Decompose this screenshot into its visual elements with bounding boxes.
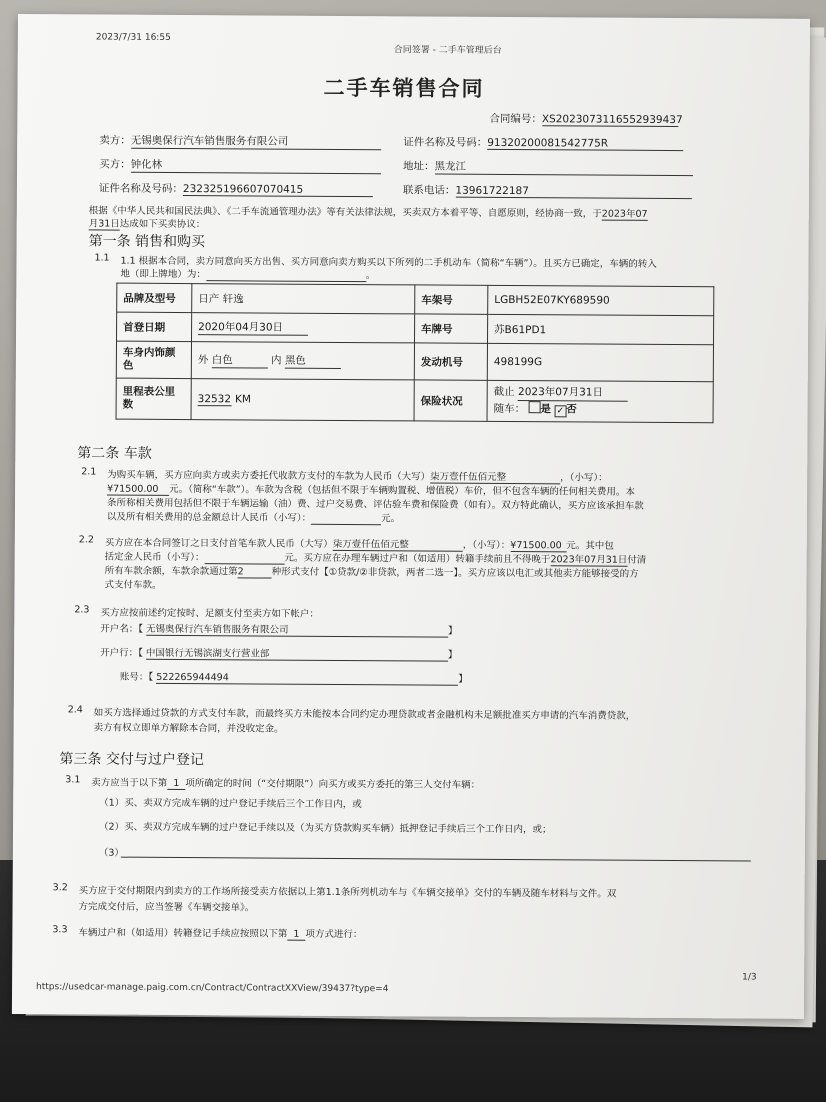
color-in-value: 黑色 <box>285 353 341 369</box>
ins-until-label: 截止 <box>493 385 515 399</box>
ins-with-label: 随车： <box>493 402 526 416</box>
table-row <box>116 378 713 423</box>
p21-amount-upper: 柒万壹仟伍佰元整 <box>430 469 560 485</box>
plate-label: 车牌号 <box>414 314 487 343</box>
p22-text-2a: 括定金人民币（小写）： <box>104 551 205 564</box>
p33-text-a: 车辆过户和（如适用）转籍登记手续应按照以下第 <box>78 927 288 940</box>
p22-text-3a: 所有车款余额，车款余款通过第 <box>104 565 238 578</box>
bracket-close: 】 <box>447 649 458 661</box>
footer-url: https://usedcar-manage.paig.com.cn/Contract/ContractXXView/39437?type=4 <box>36 982 389 995</box>
vehicle-info-table <box>116 283 715 424</box>
reg-date-cell <box>192 313 415 343</box>
contract-title: 二手车销售合同 <box>323 75 485 101</box>
p33-text-b: 项方式进行： <box>305 928 363 941</box>
color-cell <box>191 342 414 380</box>
p33-num: 3.3 <box>52 924 68 936</box>
brand-value: 日产 轩逸 <box>192 284 415 314</box>
table-row <box>117 312 714 345</box>
ins-no-checkbox[interactable]: ✓ <box>554 405 566 417</box>
table-row <box>116 341 713 382</box>
address-label: 地址： <box>403 160 435 173</box>
acct-name-row <box>100 621 457 638</box>
color-label-a: 车身内饰颜 <box>122 346 176 359</box>
opt3-blank-line <box>121 857 751 862</box>
p22-amount-upper: 柒万壹仟伍佰元整 <box>333 536 463 552</box>
preamble-text2: 达成如下买卖协议： <box>119 218 206 231</box>
seller-id-label: 证件名称及号码： <box>403 136 488 149</box>
footer-page: 1/3 <box>742 972 757 983</box>
insurance-label: 保险状况 <box>414 380 487 421</box>
article1-text2-row <box>120 266 375 283</box>
p23-num: 2.3 <box>74 604 90 616</box>
contract-no-label: 合同编号： <box>489 112 542 126</box>
p31-num: 3.1 <box>65 774 81 786</box>
p32-line2: 方完成交付后，应当签署《车辆交接单》。 <box>78 901 255 914</box>
article1-text2-end: 。 <box>365 270 376 282</box>
bracket-close: 】 <box>448 625 458 637</box>
p22-text-2b: 元。买方应在办理车辆过户和（如适用）转籍手续前且不得晚于 <box>284 552 551 566</box>
seller-label: 卖方： <box>99 134 131 147</box>
p22-num: 2.2 <box>78 534 94 546</box>
acct-no-row <box>120 669 468 686</box>
color-out-label: 外 <box>197 354 209 367</box>
buyer-id-row <box>99 180 373 197</box>
table-row <box>117 283 714 316</box>
contract-page <box>12 14 810 1019</box>
seller-id-value: 91320200081542775R <box>487 137 683 151</box>
bank-value: 中国银行无锡滨湖支行营业部 <box>146 645 448 662</box>
mileage-label-cell <box>116 378 191 419</box>
p33-line <box>78 924 362 941</box>
buyer-value: 钟化林 <box>131 157 381 175</box>
seller-id-row <box>403 134 683 151</box>
p21-text-2: 元。（简称“车款”）。车款为含税（包括但不限于车辆购置税、增值税）车价，但不包含车辆的任何相关费用。本 <box>169 483 635 498</box>
article3-heading: 第三条 交付与过户登记 <box>59 751 204 769</box>
mileage-unit: KM <box>234 392 251 405</box>
seller-row <box>99 132 381 150</box>
p31-text-b: 项所确定的时间（“交付期限”）向买方或买方委托的第三人交付车辆： <box>185 778 481 791</box>
p21-text-4b: 元。 <box>381 513 401 525</box>
engine-value: 498199G <box>487 343 713 381</box>
preamble-line2 <box>89 215 206 231</box>
contract-no-value: XS2023073116552939437 <box>541 113 683 127</box>
insurance-cell <box>487 380 713 422</box>
acct-name-label: 开户名：【 <box>100 623 144 635</box>
ins-yes-checkbox[interactable] <box>528 401 540 413</box>
p31-item: 1 <box>167 778 185 790</box>
p22-amount: ¥71500.00 <box>510 540 566 552</box>
p23-text: 买方应按前述约定按时、足额支付至卖方如下帐户： <box>100 607 319 620</box>
p24-line1: 如买方选择通过贷款的方式支付车款，而最终买方未能按本合同约定办理贷款或者金融机构未足额批准买方申请的汽车消费贷款， <box>93 707 636 722</box>
acct-no-value: 522265944494 <box>156 672 458 686</box>
phone-row <box>403 182 692 199</box>
p21-line4 <box>107 509 400 526</box>
buyer-label: 买方： <box>99 158 131 171</box>
p22-text-c: 元。其中包 <box>566 540 614 552</box>
article1-text2: 地（即上牌地）为： <box>120 268 206 281</box>
mileage-label-b: 数 <box>122 398 134 411</box>
p32-num: 3.2 <box>52 882 68 894</box>
article1-text1: 1.1 根据本合同，卖方同意向买方出售、买方同意向卖方购买以下所列的二手机动车（简称“车辆”）。且买方已确定，车辆的转入 <box>120 255 657 270</box>
p24-line2: 卖方有权立即单方解除本合同，并没收定金。 <box>93 722 284 735</box>
print-datetime: 2023/7/31 16:55 <box>95 32 171 43</box>
preamble-date-b: 月31日 <box>89 215 120 230</box>
p31-opt1: （1）买、卖双方完成车辆的过户登记手续后三个工作日内，或 <box>99 797 362 811</box>
brand-label: 品牌及型号 <box>117 283 192 312</box>
bracket-close: 】 <box>458 673 468 685</box>
p22-method: 2 <box>238 566 272 578</box>
acct-name-value: 无锡奥保行汽车销售服务有限公司 <box>146 621 448 638</box>
engine-label: 发动机号 <box>414 343 487 380</box>
vin-label: 车架号 <box>415 285 488 314</box>
buyer-id-label: 证件名称及号码： <box>98 182 183 196</box>
p21-line3: 条所称相关费用包括但不限于车辆运输（油）费、过户交易费、评估验车费和保险费（如有）。双方特此确认，买方应该承担车款 <box>106 497 644 512</box>
p22-line4: 式支付车款。 <box>104 579 162 591</box>
color-in-label: 内 <box>271 354 282 367</box>
print-page-title: 合同签署 - 二手车管理后台 <box>393 45 502 56</box>
p31-text-a: 卖方应当于以下第 <box>91 777 168 789</box>
article1-num: 1.1 <box>94 252 110 264</box>
buyer-id-value: 232325196607070415 <box>183 183 373 197</box>
article1-heading: 第一条 销售和购买 <box>88 233 206 251</box>
acct-no-label: 账号：【 <box>119 671 154 683</box>
p21-text-b: ，（小写）： <box>560 472 608 484</box>
p22-text-b: ，（小写）： <box>462 539 511 552</box>
mileage-cell <box>191 379 414 421</box>
p21-num: 2.1 <box>81 466 97 478</box>
p22-text-2c: 付清 <box>627 554 647 566</box>
p21-text-4a: 以及所有相关费用的总金额总计人民币（小写）： <box>106 511 312 524</box>
bank-label: 开户行：【 <box>100 647 143 659</box>
preamble-text: 根据《中华人民共和国民法典》、《二手车流通管理办法》等有关法律法规，买卖双方本着平等、自愿原则，经协商一致，于 <box>88 205 602 220</box>
p21-text-a: 为购买车辆，买方应向卖方或卖方委托代收款方支付的车款为人民币（大写） <box>107 469 431 483</box>
color-label-cell <box>116 341 191 378</box>
p21-amount: ¥71500.00 <box>107 484 169 496</box>
p22-line3 <box>105 563 639 581</box>
color-label-b: 色 <box>122 359 134 372</box>
p22-deadline: 2023年07月31日 <box>550 551 627 566</box>
plate-value: 苏B61PD1 <box>487 314 713 344</box>
phone-value: 13961722187 <box>455 185 691 199</box>
preamble-date-a: 2023年07 <box>602 206 648 221</box>
p31-opt3: （3） <box>98 847 124 859</box>
buyer-row <box>99 156 381 174</box>
reg-date-value: 2020年04月30日 <box>198 319 308 336</box>
p31-opt2: （2）买、卖双方完成车辆的过户登记手续以及（为买方贷款购买车辆）抵押登记手续后三个工作日内，或； <box>99 821 552 836</box>
address-value: 黑龙江 <box>435 159 693 177</box>
article2-heading: 第二条 车款 <box>77 445 152 462</box>
ins-until-value: 2023年07月31日 <box>518 385 628 402</box>
ins-no-label: 否 <box>566 403 577 416</box>
vin-value: LGBH52E07KY689590 <box>488 285 714 315</box>
bank-row <box>100 645 457 662</box>
p32-line1: 买方应于交付期限内到卖方的工作场所接受卖方依据以上第1.1条所列机动车与《车辆交接单》交付的车辆及随车材料与文件。双 <box>78 885 617 900</box>
address-row <box>403 158 693 176</box>
p22-text-3b: 种形式支付【①贷款/②非贷款，两者二选一】。买方应该以电汇或其他卖方能够接受的方 <box>271 566 639 580</box>
p24-num: 2.4 <box>67 704 83 716</box>
ins-yes-label: 是 <box>540 403 551 416</box>
contract-no-row <box>489 111 683 127</box>
p33-item: 1 <box>287 929 305 941</box>
p22-text-a: 买方应在本合同签订之日支付首笔车款人民币（大写） <box>104 537 333 550</box>
mileage-value: 32532 <box>197 392 232 405</box>
p31-line <box>91 774 480 791</box>
color-out-value: 白色 <box>212 352 268 368</box>
reg-date-label: 首登日期 <box>117 312 192 341</box>
seller-value: 无锡奥保行汽车销售服务有限公司 <box>131 133 381 151</box>
phone-label: 联系电话： <box>402 184 456 197</box>
mileage-label-a: 里程表公里 <box>122 385 176 398</box>
